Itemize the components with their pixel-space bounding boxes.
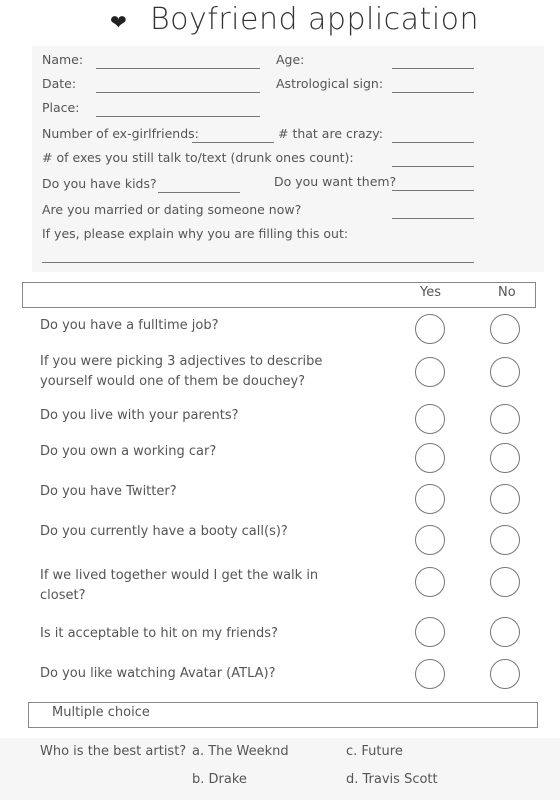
yes-radio[interactable] <box>415 659 445 689</box>
multiple-choice-label: Multiple choice <box>52 705 150 720</box>
question-label: Do you have a fulltime job? <box>40 318 219 333</box>
best-artist-question: Who is the best artist? <box>40 744 187 759</box>
yes-radio[interactable] <box>415 404 445 434</box>
explain-label: If yes, please explain why you are filling this out: <box>42 226 349 241</box>
astrological-sign-label: Astrological sign: <box>276 76 384 91</box>
married-field[interactable] <box>392 218 474 219</box>
no-radio[interactable] <box>490 525 520 555</box>
question-label: Do you like watching Avatar (ATLA)? <box>40 666 276 681</box>
yes-column-label: Yes <box>420 285 441 300</box>
question-label: Is it acceptable to hit on my friends? <box>40 626 278 641</box>
option-d[interactable]: d. Travis Scott <box>346 772 438 787</box>
option-b[interactable]: b. Drake <box>192 772 247 787</box>
date-label: Date: <box>42 76 77 91</box>
no-radio[interactable] <box>490 404 520 434</box>
kids-field[interactable] <box>158 192 240 193</box>
heart-icon: ❤ <box>110 10 127 34</box>
yes-radio[interactable] <box>415 357 445 387</box>
question-label: Do you currently have a booty call(s)? <box>40 524 288 539</box>
ex-girlfriends-field[interactable] <box>192 142 274 143</box>
no-radio[interactable] <box>490 617 520 647</box>
no-radio[interactable] <box>490 357 520 387</box>
place-field[interactable] <box>96 116 260 117</box>
kids-label: Do you have kids? <box>42 176 157 191</box>
question-label: Do you own a working car? <box>40 444 217 459</box>
no-radio[interactable] <box>490 314 520 344</box>
want-kids-field[interactable] <box>392 190 474 191</box>
no-radio[interactable] <box>490 659 520 689</box>
yes-radio[interactable] <box>415 484 445 514</box>
married-label: Are you married or dating someone now? <box>42 202 302 217</box>
want-kids-label: Do you want them? <box>274 174 397 189</box>
crazy-exes-field[interactable] <box>392 142 474 143</box>
ex-girlfriends-label: Number of ex-girlfriends: <box>42 126 199 141</box>
yes-radio[interactable] <box>415 567 445 597</box>
page-header <box>0 0 560 44</box>
age-label: Age: <box>276 52 305 67</box>
question-label: If you were picking 3 adjectives to describe yourself would one of them be douchey? <box>40 354 323 389</box>
date-field[interactable] <box>96 92 260 93</box>
question-label: Do you have Twitter? <box>40 484 177 499</box>
name-field[interactable] <box>96 68 260 69</box>
no-radio[interactable] <box>490 567 520 597</box>
page-title: Boyfriend application <box>150 2 480 37</box>
exes-talk-field[interactable] <box>392 166 474 167</box>
question-label: If we lived together would I get the walk in closet? <box>40 568 319 603</box>
yes-radio[interactable] <box>415 443 445 473</box>
yes-radio[interactable] <box>415 314 445 344</box>
option-c[interactable]: c. Future <box>346 744 403 759</box>
age-field[interactable] <box>392 68 474 69</box>
astrological-sign-field[interactable] <box>392 92 474 93</box>
yes-radio[interactable] <box>415 617 445 647</box>
question-label: Do you live with your parents? <box>40 408 239 423</box>
place-label: Place: <box>42 100 80 115</box>
crazy-exes-label: # that are crazy: <box>278 126 383 141</box>
no-radio[interactable] <box>490 484 520 514</box>
exes-talk-label: # of exes you still talk to/text (drunk ones count): <box>42 150 354 165</box>
no-column-label: No <box>498 285 516 300</box>
option-a[interactable]: a. The Weeknd <box>192 744 289 759</box>
yes-no-header <box>22 282 536 308</box>
yes-radio[interactable] <box>415 525 445 555</box>
explain-field[interactable] <box>42 262 474 263</box>
no-radio[interactable] <box>490 443 520 473</box>
name-label: Name: <box>42 52 84 67</box>
